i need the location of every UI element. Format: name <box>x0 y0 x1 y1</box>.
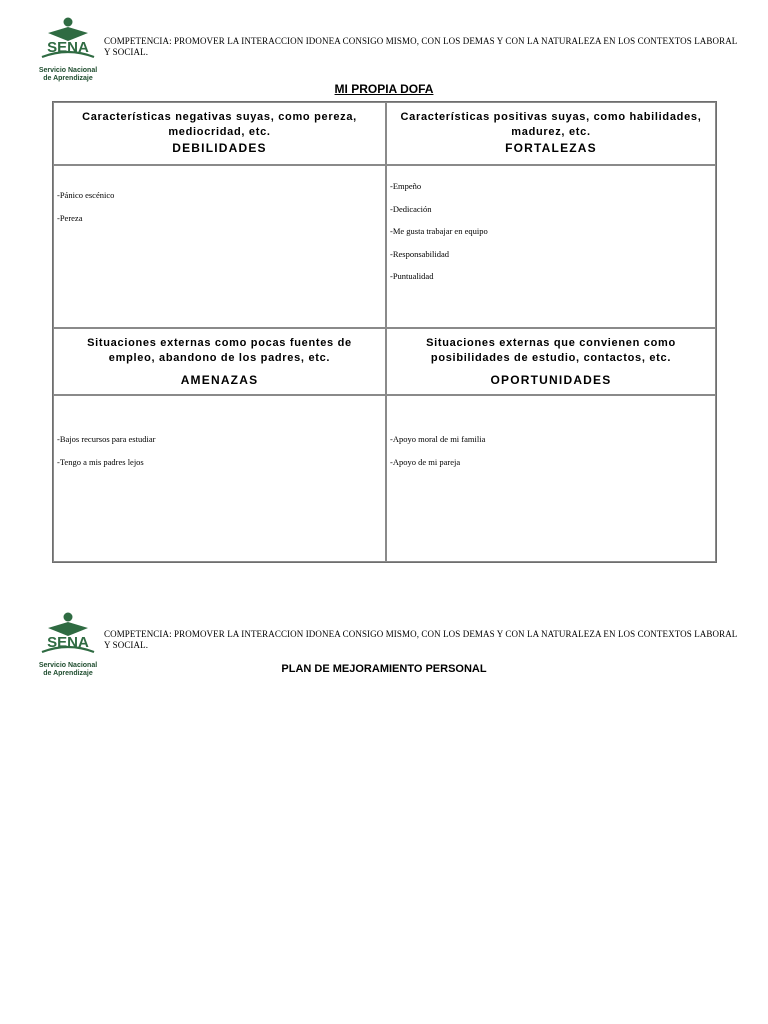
debilidades-header <box>53 102 386 165</box>
sena-logo <box>38 17 98 83</box>
list-item: -Dedicación <box>390 203 432 214</box>
svg-text:SENA: SENA <box>47 634 89 651</box>
list-item: -Apoyo moral de mi familia <box>390 434 486 444</box>
list-item: -Bajos recursos para estudiar <box>57 434 156 444</box>
logo-subtitle: Servicio Nacional de Aprendizaje <box>38 67 98 82</box>
svg-text:SENA: SENA <box>47 39 89 56</box>
competencia-text: COMPETENCIA: PROMOVER LA INTERACCION IDONEA CONSIGO MISMO, CON LOS DEMAS Y CON LA NATURALEZA EN LOS CONTEXTOS LABORAL Y SOCIAL. <box>104 629 738 650</box>
page-title-dofa: MI PROPIA DOFA <box>334 82 434 96</box>
list-item: -Responsabilidad <box>390 248 450 259</box>
fortalezas-content <box>386 165 716 328</box>
debilidades-title: DEBILIDADES <box>172 141 267 155</box>
list-item: -Tengo a mis padres lejos <box>57 456 144 467</box>
list-item: -Apoyo de mi pareja <box>390 456 461 467</box>
fortalezas-list <box>387 166 715 282</box>
amenazas-description: Situaciones externas como pocas fuentes de empleo, abandono de los padres, etc. <box>87 337 352 364</box>
debilidades-list <box>54 166 385 224</box>
dofa-table <box>52 101 717 563</box>
oportunidades-content <box>386 395 716 562</box>
fortalezas-description: Características positivas suyas, como habilidades, madurez, etc. <box>400 111 702 138</box>
amenazas-list <box>54 396 385 468</box>
list-item: -Empeño <box>390 181 422 191</box>
debilidades-content <box>53 165 386 328</box>
list-item: -Pánico escénico <box>57 190 115 200</box>
page-title-plan: PLAN DE MEJORAMIENTO PERSONAL <box>281 663 487 675</box>
oportunidades-description: Situaciones externas que convienen como posibilidades de estudio, contactos, etc. <box>426 337 676 364</box>
oportunidades-list <box>387 396 715 468</box>
amenazas-title: AMENAZAS <box>180 373 259 387</box>
list-item: -Pereza <box>57 212 83 223</box>
fortalezas-title: FORTALEZAS <box>505 141 597 155</box>
list-item: -Me gusta trabajar en equipo <box>390 226 488 236</box>
competencia-text: COMPETENCIA: PROMOVER LA INTERACCION IDONEA CONSIGO MISMO, CON LOS DEMAS Y CON LA NATURALEZA EN LOS CONTEXTOS LABORAL Y SOCIAL. <box>104 36 738 57</box>
debilidades-description: Características negativas suyas, como pereza, mediocridad, etc. <box>82 111 357 138</box>
oportunidades-title: OPORTUNIDADES <box>490 373 612 387</box>
amenazas-header <box>53 328 386 395</box>
list-item: -Puntualidad <box>390 271 434 281</box>
logo-subtitle: Servicio Nacional de Aprendizaje <box>38 662 98 677</box>
oportunidades-header <box>386 328 716 395</box>
amenazas-content <box>53 395 386 562</box>
fortalezas-header <box>386 102 716 165</box>
page-header-1 <box>38 17 738 87</box>
